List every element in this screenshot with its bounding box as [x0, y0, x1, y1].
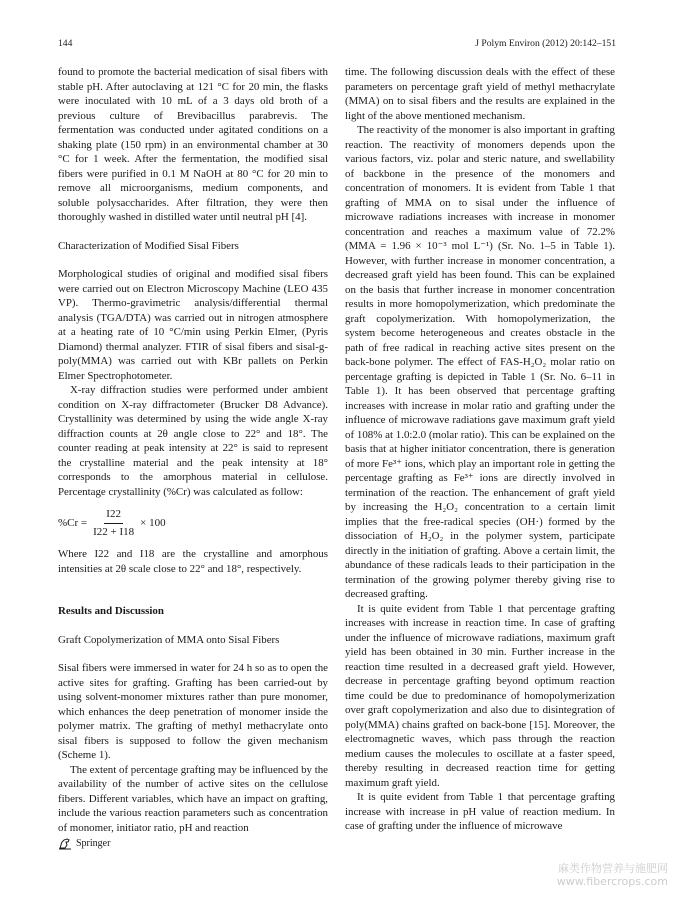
- paragraph: It is quite evident from Table 1 that percentage grafting increases with increase in reaction time. In case of grafting under the influence of microwave radiations, maximum graft yield has been obtained in 30 min. Further increase in the reaction time resulted in a decreased graft yield. However, decrease in percentage grafting beyond optimum reaction time could be due to predominance of homopolymerization over graft copolymerization and also due to disintegration of poly(MMA) chains grafted on back-bone [15]. Moreover, the electromagnetic waves, which pass through the reaction medium causes the molecules to oscillate at a faster speed, thereby resulting in decreased reaction time for getting maximum graft yield.: [345, 602, 615, 789]
- formula-fraction: [91, 507, 136, 539]
- paragraph: The reactivity of the monomer is also important in grafting reaction. The reactivity of monomers depends upon the various factors, viz. polar and steric nature, and swellability of backbone in the presence of the monomers and concentration of monomers. It is evident from Table 1 that grafting of MMA on to sisal under the influence of microwave radiations increases with increase in monomer concentration and reaches a maximum value of 72.2% (MMA = 1.96 × 10⁻³ mol L⁻¹) (Sr. No. 1–5 in Table 1). However, with further increase in monomer concentration, a decreased graft yield has been found. This can be explained on the basis that further increase in monomer concentration results in more homopolymerization, which predominate the graft copolymerization. With homopolymerization, the system become heterogeneous and creates obstacle in the path of free radical in reaching active sites present on the back-bone polymer. The effect of FAS-H₂O₂ molar ratio on percentage grafting is depicted in Table 1 (Sr. No. 6–11 in Table 1). It has been observed that percentage grafting increases with increase in molar ratio and grafting under the influence of microwave radiations gave maximum graft yield of 108% at 1.0:2.0 (molar ratio). This can be explained on the basis that at higher initiator concentration, there is generation of more Fe³⁺ ions, which play an important role in getting the percentage grafting as Fe³⁺ ions are directly involved in termination of the reaction. The enhancement of graft yield by increasing the H₂O₂ concentration to a certain limit implies that the free-radical species (OH·) formed by the dissociation of H₂O₂ in the polymer system, participate directly in the initiation of grafting. Above a certain limit, the abundance of these radicals leads to their participation in the termination of the growing polymer thereby giving rise to decreased grafting.: [345, 124, 615, 600]
- watermark: [557, 862, 668, 888]
- journal-reference: J Polym Environ (2012) 20:142–151: [475, 38, 616, 49]
- paragraph: X-ray diffraction studies were performed under ambient condition on X-ray diffractometer (Brucker D8 Advance). Crystallinity was determined by using the wide angle X-ray diffraction counts at 2θ angle close to 22° and 18°. The counter reading at peak intensity at 22° is said to represent the crystalline material and the peak intensity at 18° corresponds to the amorphous material in cellulose. Percentage crystallinity (%Cr) was calculated as follow:: [58, 384, 328, 498]
- formula-lhs: %Cr =: [58, 516, 88, 529]
- paragraph: Morphological studies of original and modified sisal fibers were carried out on Electron Microscopy Machine (LEO 435 VP). Thermo-gravimetric analysis/differential thermal analysis (TGA/DTA) was carried out in nitrogen atmosphere at a heating rate of 10 °C/min using Perkin Elmer, (Pyris Diamond) thermal analyzer. FTIR of sisal fibers and sisal-g-poly(MMA) was carried out with KBr pallets on Perkin Elmer Spectrophotometer.: [58, 268, 328, 382]
- watermark-line: 麻类作物营养与施肥网: [558, 862, 668, 875]
- paragraph: time. The following discussion deals with the effect of these parameters on percentage graft yield of methyl methacrylate (MMA) on to sisal fibers and the results are explained in the light of the above mentioned mechanism.: [345, 66, 615, 122]
- publisher-name: Springer: [76, 837, 111, 849]
- watermark-url: www.fibercrops.com: [556, 875, 668, 888]
- paragraph: Sisal fibers were immersed in water for 24 h so as to open the active sites for grafting. Grafting has been carried-out by using solvent-monomer mixtures rather than pure monomer, which enhances the deep penetration of monomer inside the polymer matrix. The grafting of methyl methacrylate onto sisal fibers is supposed to follow the given mechanism (Scheme 1).: [58, 662, 328, 761]
- formula-rhs: × 100: [140, 516, 166, 529]
- subsection-heading: Graft Copolymerization of MMA onto Sisal Fibers: [58, 633, 280, 646]
- springer-horse-icon: [58, 836, 72, 850]
- paragraph: Where I22 and I18 are the crystalline and amorphous intensities at 2θ scale close to 22° and 18°, respectively.: [58, 548, 328, 575]
- left-column: [58, 65, 328, 835]
- paragraph: It is quite evident from Table 1 that percentage grafting increase with increase in pH value of reaction medium. In case of grafting under the influence of microwave: [345, 791, 615, 832]
- section-heading: Results and Discussion: [58, 605, 164, 617]
- formula-numerator: I22: [104, 507, 123, 524]
- page-number: 144: [58, 38, 73, 49]
- footer: [58, 836, 110, 850]
- crystallinity-formula: [58, 507, 328, 539]
- right-column: [345, 65, 615, 834]
- paragraph: found to promote the bacterial medication of sisal fibers with stable pH. After autoclaving at 121 °C for 20 min, the flasks were inoculated with 10 mL of a 3 days old broth of a previous culture of Brevibacillus parabrevis. The fermentation was conducted under agitated conditions on a shaking plate (150 rpm) in an environmental chamber at 30 °C for 1 week. After the fermentation, the modified sisal fibers were purified in 0.1 M NaOH at 80 °C for 20 min to remove all microorganisms, medium components, and soluble polysaccharides. After filtration, they were then thoroughly washed in distilled water until neutral pH [4].: [58, 66, 328, 223]
- paragraph: The extent of percentage grafting may be influenced by the availability of the number of active sites on the cellulose fibers. Different variables, which have an impact on grafting, include the various reaction parameters such as concentration of monomer, initiator ratio, pH and reaction: [58, 763, 328, 834]
- formula-denominator: I22 + I18: [93, 525, 135, 538]
- section-heading: Characterization of Modified Sisal Fibers: [58, 239, 239, 252]
